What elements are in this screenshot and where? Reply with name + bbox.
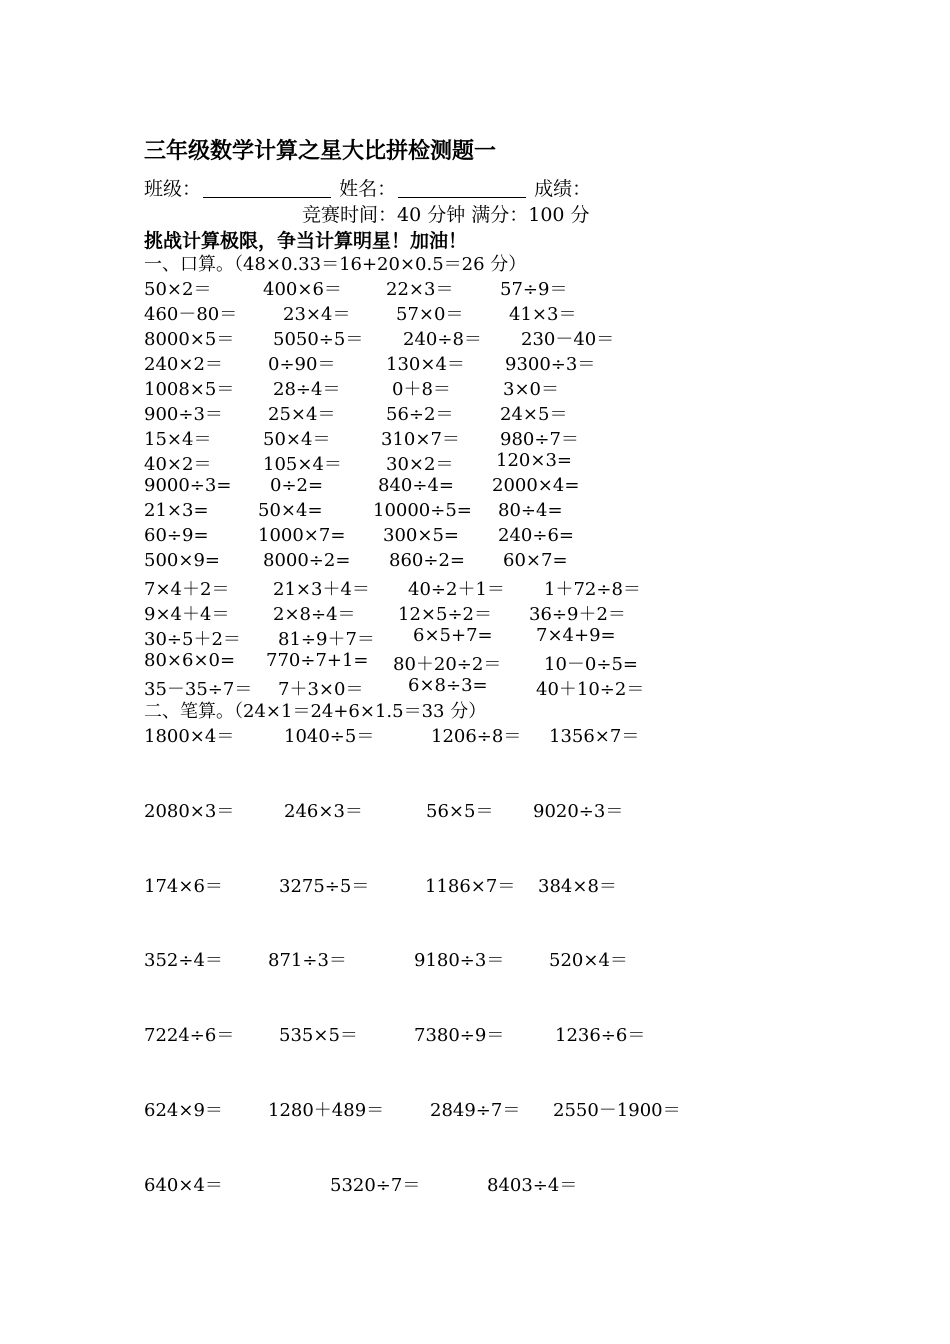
written-problem: 1356×7＝ [549, 726, 640, 747]
oral-problem: 8000×5＝ [144, 329, 235, 350]
oral-problem: 7×4＋2＝ [144, 579, 230, 600]
oral-problem: 0÷90＝ [268, 354, 336, 375]
page-title: 三年级数学计算之星大比拼检测题一 [144, 138, 497, 164]
score-label: 成绩： [534, 178, 592, 200]
oral-problem: 9000÷3= [144, 475, 232, 496]
oral-problem: 22×3＝ [386, 279, 454, 300]
name-label: 姓名： [339, 178, 397, 200]
oral-problem: 23×4＝ [283, 304, 351, 325]
written-problem: 2550－1900＝ [553, 1100, 681, 1121]
oral-problem: 3×0＝ [503, 379, 559, 400]
oral-problem: 40×2＝ [144, 454, 212, 475]
oral-problem: 30×2＝ [386, 454, 454, 475]
written-problem: 7224÷6＝ [144, 1025, 235, 1047]
written-problem: 2849÷7＝ [430, 1100, 521, 1121]
oral-problem: 10000÷5= [373, 500, 472, 521]
oral-problem: 80＋20÷2＝ [393, 654, 502, 675]
oral-problem: 9×4＋4＝ [144, 604, 230, 625]
exam-timing: 竞赛时间：40 分钟 满分：100 分 [302, 204, 590, 226]
written-problem: 1800×4＝ [144, 726, 235, 747]
written-problem: 246×3＝ [284, 800, 363, 822]
oral-problem: 500×9= [144, 550, 220, 571]
oral-problem: 30÷5＋2＝ [144, 629, 241, 650]
oral-problem: 56÷2＝ [386, 404, 454, 425]
written-problem: 56×5＝ [426, 800, 494, 822]
oral-problem: 28÷4＝ [273, 379, 341, 400]
oral-problem: 24×5＝ [500, 404, 568, 425]
written-problem: 2080×3＝ [144, 800, 235, 822]
written-problem: 9180÷3＝ [414, 950, 505, 972]
oral-problem: 840÷4= [378, 475, 454, 496]
section1-heading: 一、口算。（48×0.33＝16+20×0.5＝26 分） [144, 254, 527, 275]
name-blank[interactable] [398, 179, 526, 198]
oral-problem: 105×4＝ [263, 454, 342, 475]
oral-problem: 120×3= [496, 450, 572, 471]
written-problem: 624×9＝ [144, 1100, 223, 1121]
oral-problem: 80×6×0= [144, 650, 236, 671]
written-problem: 3275÷5＝ [279, 875, 370, 897]
written-problem: 1236÷6＝ [555, 1025, 646, 1047]
oral-problem: 2×8÷4＝ [273, 604, 356, 625]
oral-problem: 1000×7= [258, 525, 346, 546]
oral-problem: 60×7= [503, 550, 568, 571]
oral-problem: 21×3＋4＝ [273, 579, 370, 600]
oral-problem: 35－35÷7＝ [144, 679, 253, 700]
class-label: 班级： [144, 178, 202, 200]
oral-problem: 12×5÷2＝ [398, 604, 492, 625]
oral-problem: 6×5+7= [413, 625, 493, 646]
oral-problem: 50×4= [258, 500, 323, 521]
written-problem: 520×4＝ [549, 950, 628, 972]
oral-problem: 15×4＝ [144, 429, 212, 450]
oral-problem: 1＋72÷8＝ [544, 579, 641, 600]
oral-problem: 57÷9＝ [500, 279, 568, 300]
oral-problem: 980÷7＝ [500, 429, 579, 450]
oral-problem: 8000÷2= [263, 550, 351, 571]
written-problem: 1040÷5＝ [284, 726, 375, 747]
oral-problem: 230－40＝ [521, 329, 615, 350]
oral-problem: 900÷3＝ [144, 404, 223, 425]
written-problem: 5320÷7＝ [330, 1174, 421, 1196]
oral-problem: 460－80＝ [144, 304, 238, 325]
oral-problem: 21×3= [144, 500, 209, 521]
oral-problem: 10－0÷5= [544, 654, 638, 675]
section2-heading: 二、笔算。（24×1＝24+6×1.5＝33 分） [144, 701, 487, 722]
written-problem: 1206÷8＝ [431, 726, 522, 747]
oral-problem: 57×0＝ [396, 304, 464, 325]
oral-problem: 2000×4= [492, 475, 580, 496]
oral-problem: 9300÷3＝ [505, 354, 596, 375]
oral-problem: 240÷8＝ [403, 329, 482, 350]
oral-problem: 41×3＝ [509, 304, 577, 325]
oral-problem: 25×4＝ [268, 404, 336, 425]
written-problem: 9020÷3＝ [533, 800, 624, 822]
student-info-line [144, 174, 591, 201]
oral-problem: 240×2＝ [144, 354, 223, 375]
oral-problem: 1008×5＝ [144, 379, 235, 400]
written-problem: 640×4＝ [144, 1174, 223, 1196]
oral-problem: 81÷9＋7＝ [278, 629, 375, 650]
written-problem: 352÷4＝ [144, 950, 223, 972]
written-problem: 535×5＝ [279, 1025, 358, 1047]
oral-problem: 40÷2＋1＝ [408, 579, 505, 600]
oral-problem: 0÷2= [270, 475, 324, 496]
written-problem: 174×6＝ [144, 875, 223, 897]
oral-problem: 860÷2= [389, 550, 465, 571]
class-blank[interactable] [203, 179, 331, 198]
oral-problem: 60÷9= [144, 525, 209, 546]
oral-problem: 240÷6= [498, 525, 574, 546]
written-problem: 8403÷4＝ [487, 1174, 578, 1196]
oral-problem: 770÷7+1= [266, 650, 369, 671]
oral-problem: 130×4＝ [386, 354, 465, 375]
oral-problem: 400×6＝ [263, 279, 342, 300]
written-problem: 871÷3＝ [268, 950, 347, 972]
oral-problem: 310×7＝ [381, 429, 460, 450]
written-problem: 1186×7＝ [425, 875, 516, 897]
slogan: 挑战计算极限，争当计算明星！加油！ [144, 230, 468, 252]
oral-problem: 7＋3×0＝ [278, 679, 364, 700]
oral-problem: 80÷4= [498, 500, 563, 521]
oral-problem: 6×8÷3= [408, 675, 488, 696]
oral-problem: 50×4＝ [263, 429, 331, 450]
oral-problem: 0＋8＝ [392, 379, 451, 400]
oral-problem: 40＋10÷2＝ [536, 679, 645, 700]
oral-problem: 7×4+9= [536, 625, 616, 646]
written-problem: 1280＋489＝ [268, 1100, 385, 1121]
oral-problem: 36÷9＋2＝ [529, 604, 626, 625]
written-problem: 384×8＝ [538, 875, 617, 897]
oral-problem: 300×5= [383, 525, 459, 546]
oral-problem: 5050÷5＝ [273, 329, 364, 350]
written-problem: 7380÷9＝ [414, 1025, 505, 1047]
oral-problem: 50×2＝ [144, 279, 212, 300]
